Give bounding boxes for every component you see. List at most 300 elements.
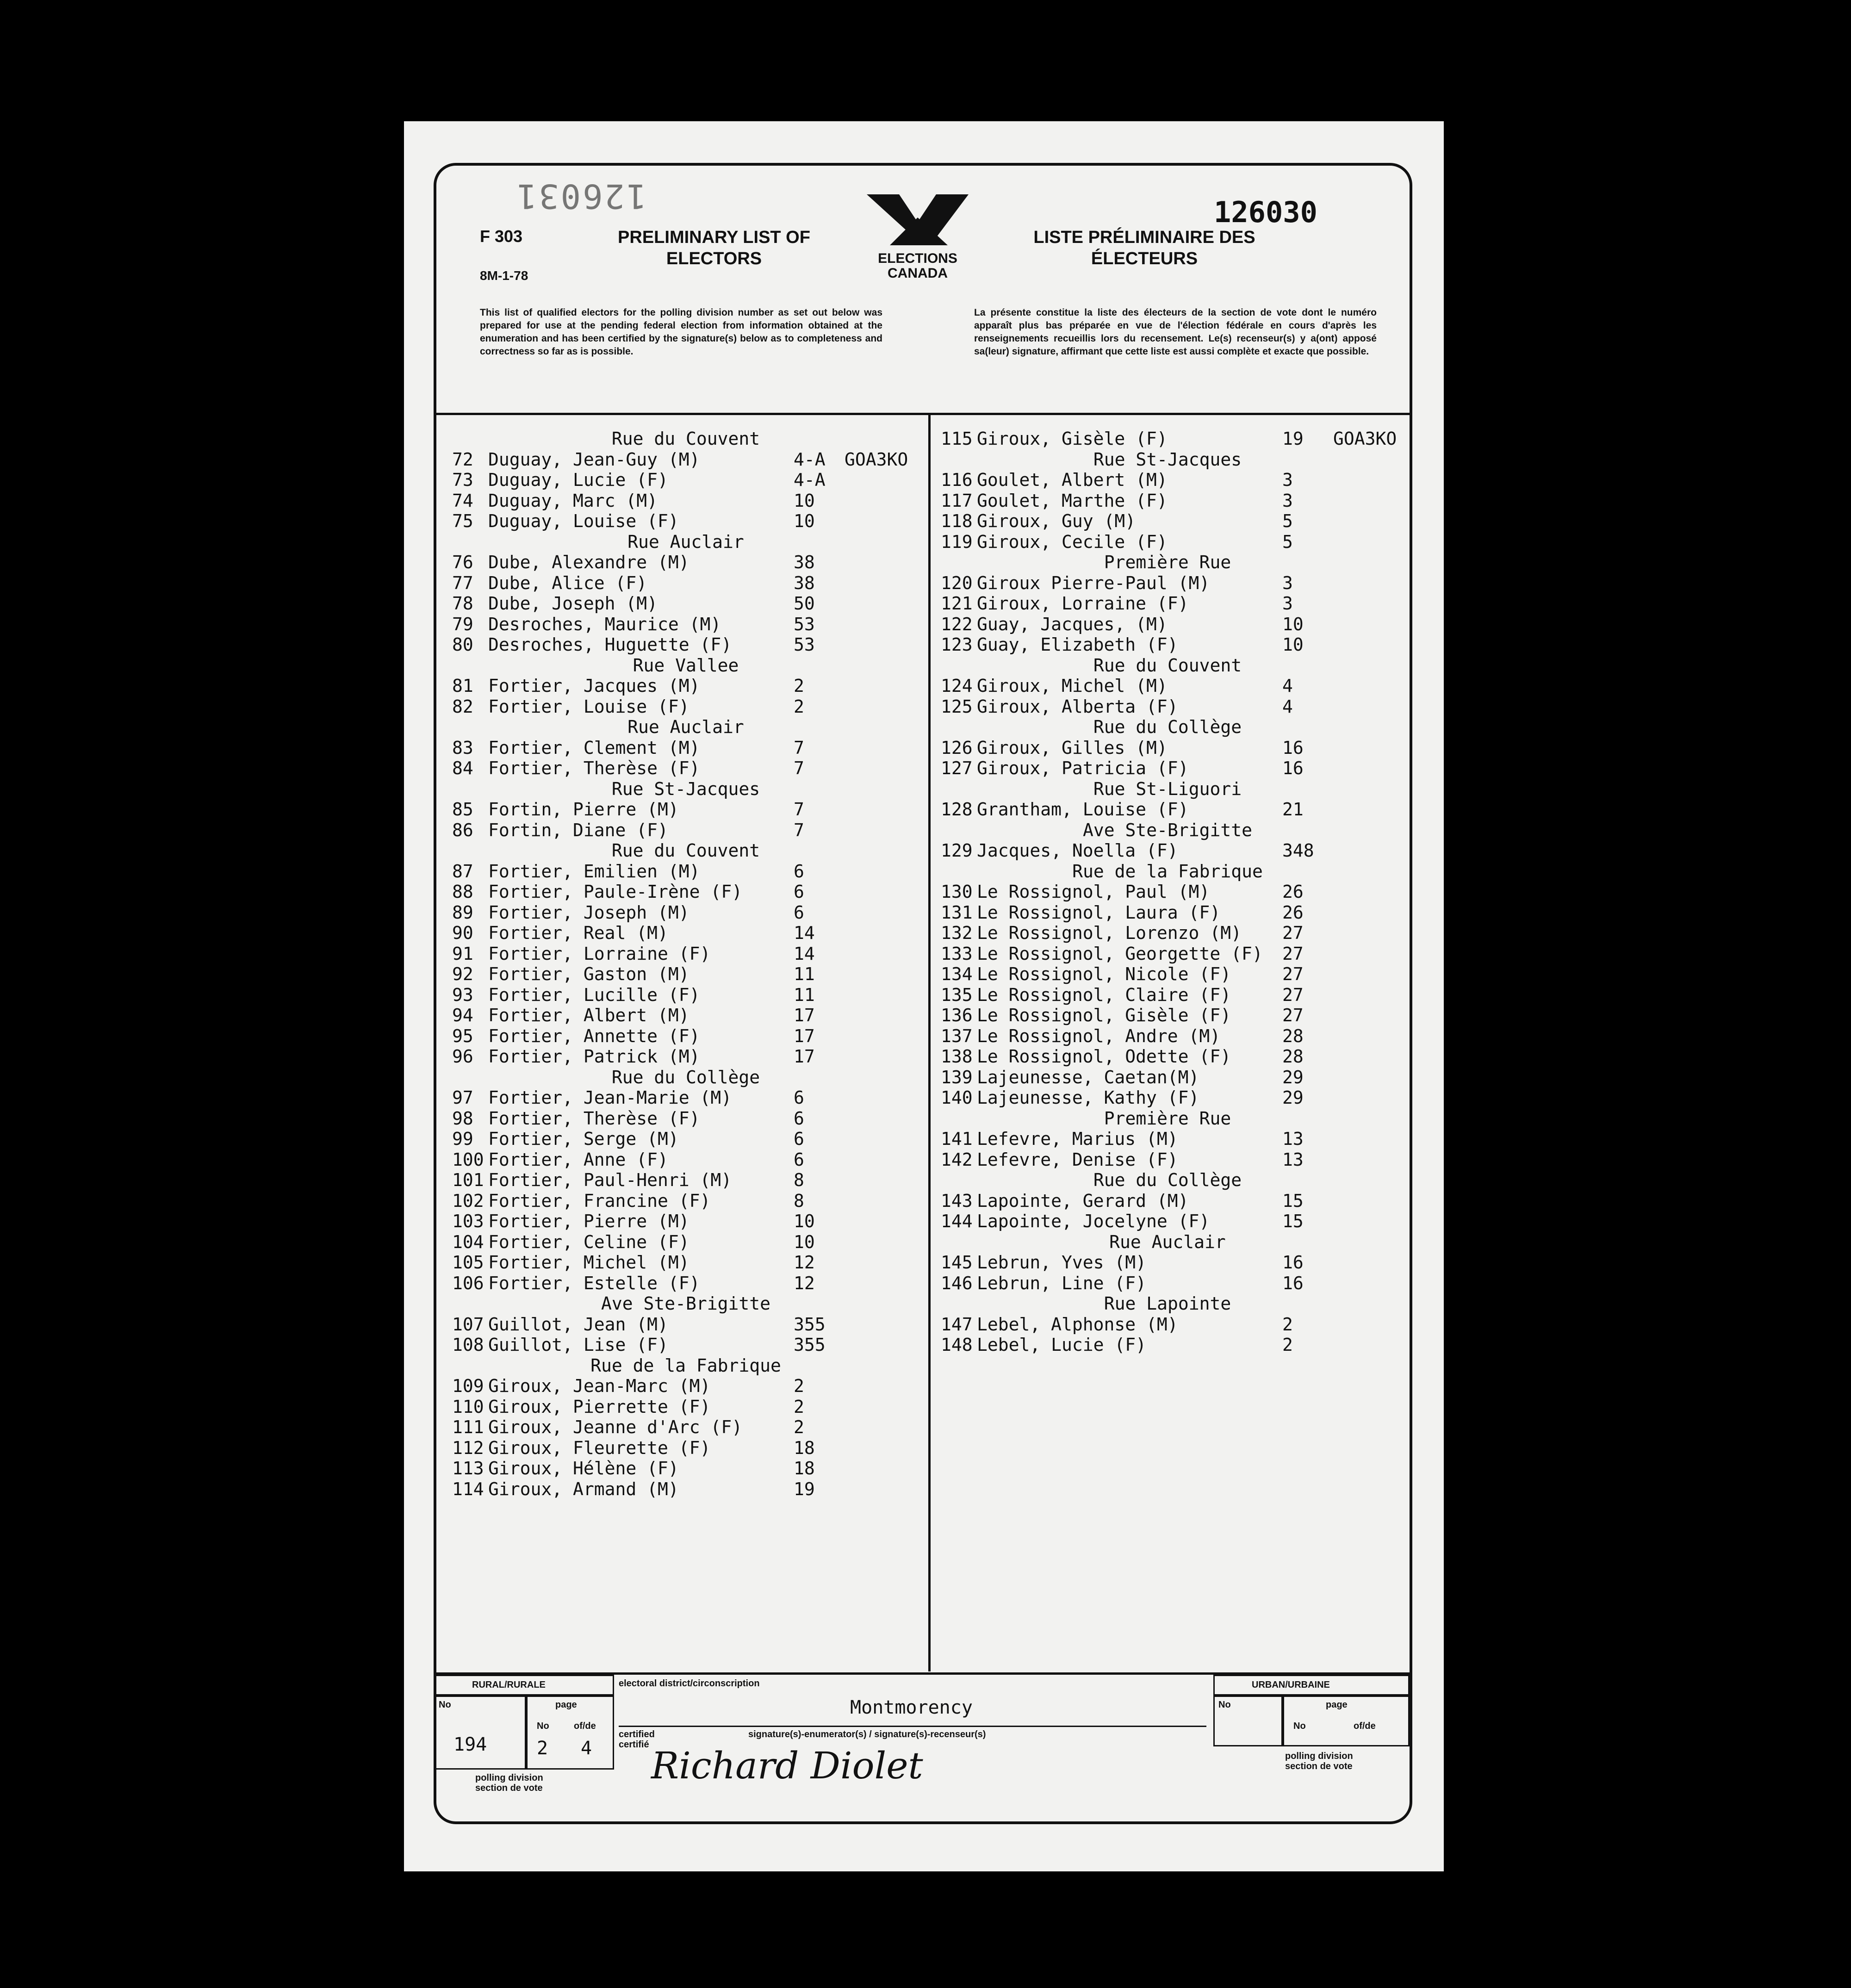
polling-division-label: polling division section de vote [475,1773,543,1793]
serial-number: 126030 [1214,195,1317,229]
page-no-label: No [537,1721,549,1731]
elector-number: 87 [452,861,473,882]
elector-name: Goulet, Marthe (F) [977,490,1168,511]
elector-entry [941,964,1394,985]
elector-entry [941,985,1394,1006]
elector-entry [452,676,919,696]
elector-number: 94 [452,1005,473,1025]
elector-address: 13 [1282,1149,1304,1170]
elector-number: 148 [941,1335,973,1355]
elector-address: 355 [794,1335,826,1355]
street-heading: Rue Lapointe [1104,1293,1231,1314]
elector-name: Fortier, Anne (F) [488,1149,668,1170]
elector-number: 76 [452,552,473,572]
elector-address: 7 [794,737,804,758]
elector-address: 16 [1282,758,1304,778]
elector-entry [941,491,1394,511]
elector-number: 139 [941,1067,973,1087]
street-heading: Rue du Collège [1093,1170,1242,1190]
street-heading: Rue du Collège [1093,717,1242,737]
postal-code: GOA3KO [1333,429,1397,449]
elector-entry [452,1046,919,1067]
elector-address: 11 [794,984,815,1005]
elector-name: Fortier, Joseph (M) [488,902,689,923]
street-heading: Rue St-Jacques [611,778,760,799]
elector-name: Le Rossignol, Gisèle (F) [977,1005,1231,1025]
elector-number: 134 [941,964,973,984]
elector-name: Fortier, Jacques (M) [488,676,700,696]
elector-number: 125 [941,696,973,717]
elector-address: 29 [1282,1087,1304,1108]
svg-text:CANADA: CANADA [888,266,948,281]
elector-entry [941,944,1394,964]
elector-number: 145 [941,1252,973,1273]
elector-address: 15 [1282,1190,1304,1211]
page-number: 2 [537,1738,548,1759]
elector-address: 12 [794,1252,815,1273]
elector-address: 3 [1282,490,1293,511]
elector-name: Le Rossignol, Georgette (F) [977,943,1263,964]
urban-label: URBAN/URBAINE [1252,1680,1330,1690]
elector-entry [941,1046,1394,1067]
elector-number: 89 [452,902,473,923]
elector-entry [452,985,919,1006]
elector-number: 133 [941,943,973,964]
elector-name: Fortier, Louise (F) [488,696,689,717]
elector-entry [452,552,919,573]
elector-name: Giroux, Hélène (F) [488,1458,679,1479]
elector-name: Fortier, Lucille (F) [488,984,700,1005]
elector-number: 110 [452,1396,484,1417]
elector-address: 7 [794,758,804,778]
elector-entry [452,696,919,717]
elector-number: 95 [452,1025,473,1046]
elector-address: 2 [1282,1314,1293,1335]
elector-address: 26 [1282,882,1304,902]
elector-number: 116 [941,470,973,490]
elector-address: 27 [1282,923,1304,943]
elector-number: 108 [452,1335,484,1355]
elector-address: 8 [794,1170,804,1190]
elector-number: 78 [452,593,473,614]
elector-name: Dube, Joseph (M) [488,593,658,614]
elector-name: Le Rossignol, Claire (F) [977,984,1231,1005]
elector-address: 11 [794,964,815,984]
signature-label: signature(s)-enumerator(s) / signature(s)-recenseur(s) [748,1729,986,1740]
title-french: LISTE PRÉLIMINAIRE DES ÉLECTEURS [1033,228,1255,268]
elector-name: Desroches, Huguette (F) [488,634,732,655]
elector-entry [941,1314,1394,1335]
elector-entry [452,511,919,532]
elector-address: 6 [794,1087,804,1108]
elector-entry [452,614,919,635]
elector-address: 18 [794,1458,815,1479]
elector-number: 147 [941,1314,973,1335]
elector-name: Le Rossignol, Nicole (F) [977,964,1231,984]
elector-address: 6 [794,882,804,902]
elector-number: 121 [941,593,973,614]
polling-number: 194 [453,1734,487,1755]
elector-name: Jacques, Noella (F) [977,840,1178,861]
elector-name: Duguay, Lucie (F) [488,470,668,490]
elector-address: 18 [794,1437,815,1458]
elector-number: 99 [452,1129,473,1149]
elector-entry [452,882,919,902]
elector-address: 28 [1282,1025,1304,1046]
elector-name: Le Rossignol, Paul (M) [977,882,1210,902]
elector-address: 5 [1282,511,1293,531]
elector-number: 137 [941,1025,973,1046]
elector-number: 122 [941,614,973,634]
elector-name: Fortier, Francine (F) [488,1190,711,1211]
elector-name: Guillot, Lise (F) [488,1335,668,1355]
elector-entry [941,758,1394,779]
street-heading: Rue du Collège [611,1067,760,1087]
elector-name: Giroux, Cecile (F) [977,531,1168,552]
elector-number: 85 [452,799,473,820]
elector-number: 114 [452,1479,484,1499]
elector-address: 6 [794,1108,804,1129]
enumerator-signature: Richard Diolet [651,1744,923,1787]
elector-address: 16 [1282,1252,1304,1273]
elector-name: Giroux, Patricia (F) [977,758,1189,778]
elector-address: 7 [794,799,804,820]
elector-address: 10 [1282,634,1304,655]
urban-page-no-label: No [1293,1721,1306,1731]
elector-entry [941,573,1394,594]
elector-entry [452,470,919,491]
elector-number: 90 [452,923,473,943]
elector-number: 91 [452,943,473,964]
elector-name: Giroux Pierre-Paul (M) [977,572,1210,593]
elector-name: Giroux, Jeanne d'Arc (F) [488,1417,743,1437]
elector-address: 5 [1282,531,1293,552]
elector-address: 4-A [794,470,826,490]
elector-address: 10 [794,511,815,531]
elector-number: 79 [452,614,473,634]
elector-list-right [941,429,1397,1355]
certified-label: certified certifié [619,1729,655,1750]
elector-entry [941,429,1397,449]
urban-polling-division-label: polling division section de vote [1285,1751,1353,1771]
elector-number: 107 [452,1314,484,1335]
elector-number: 75 [452,511,473,531]
elector-number: 113 [452,1458,484,1479]
header-divider [434,413,1412,415]
elector-name: Fortier, Serge (M) [488,1129,679,1149]
elector-entry [452,944,919,964]
elector-address: 21 [1282,799,1304,820]
elector-number: 141 [941,1129,973,1149]
elector-address: 53 [794,614,815,634]
elector-name: Duguay, Jean-Guy (M) [488,449,700,470]
elector-entry [452,799,919,820]
elector-entry [452,1005,919,1026]
street-heading: Rue St-Jacques [1093,449,1242,470]
elector-address: 8 [794,1190,804,1211]
elector-address: 10 [794,490,815,511]
elector-entry [452,1376,919,1397]
elector-name: Lajeunesse, Caetan(M) [977,1067,1199,1087]
urban-header-cell [1213,1675,1410,1696]
elector-number: 123 [941,634,973,655]
elector-address: 17 [794,1025,815,1046]
elector-entry [941,1252,1394,1273]
elector-entry [941,470,1394,491]
elector-entry [452,964,919,985]
elector-number: 72 [452,449,473,470]
elector-entry [452,902,919,923]
elector-number: 130 [941,882,973,902]
elector-address: 17 [794,1046,815,1067]
elector-name: Fortier, Paule-Irène (F) [488,882,743,902]
elector-name: Giroux, Pierrette (F) [488,1396,711,1417]
elector-entry [941,1211,1394,1232]
elector-entry [941,1129,1394,1149]
elector-entry [941,738,1394,758]
street-heading: Première Rue [1104,1108,1231,1129]
elector-entry [941,511,1394,532]
elector-entry [452,1149,919,1170]
elector-entry [452,1129,919,1149]
district-label: electoral district/circonscription [619,1678,760,1689]
street-heading: Rue Vallee [633,655,739,676]
svg-text:ELECTIONS: ELECTIONS [878,251,957,266]
elector-number: 100 [452,1149,484,1170]
elector-name: Fortier, Clement (M) [488,737,700,758]
elector-entry [452,1458,919,1479]
elector-address: 53 [794,634,815,655]
elector-address: 28 [1282,1046,1304,1067]
elector-address: 19 [794,1479,815,1499]
elector-number: 84 [452,758,473,778]
elector-name: Fortier, Michel (M) [488,1252,689,1273]
elector-name: Dube, Alexandre (M) [488,552,689,572]
urban-no-cell [1213,1696,1283,1746]
page-cell [526,1696,614,1770]
elector-name: Giroux, Guy (M) [977,511,1136,531]
street-heading: Première Rue [1104,552,1231,572]
elector-number: 98 [452,1108,473,1129]
elector-entry [941,1067,1394,1088]
elector-address: 6 [794,1149,804,1170]
elector-name: Giroux, Alberta (F) [977,696,1178,717]
elector-number: 77 [452,572,473,593]
elector-name: Lapointe, Jocelyne (F) [977,1211,1210,1231]
street-heading: Rue Auclair [627,717,744,737]
elector-name: Fortier, Annette (F) [488,1025,700,1046]
elector-name: Duguay, Louise (F) [488,511,679,531]
elector-entry [452,861,919,882]
elector-number: 142 [941,1149,973,1170]
elector-address: 10 [1282,614,1304,634]
elector-number: 73 [452,470,473,490]
elector-number: 101 [452,1170,484,1190]
elector-address: 27 [1282,984,1304,1005]
elector-entry [941,1273,1394,1294]
street-heading: Rue St-Liguori [1093,778,1242,799]
elector-name: Fortier, Jean-Marie (M) [488,1087,732,1108]
elector-number: 106 [452,1273,484,1293]
elector-name: Fortier, Albert (M) [488,1005,689,1025]
elector-name: Fortin, Diane (F) [488,820,668,840]
elector-address: 17 [794,1005,815,1025]
elector-list-left [452,429,919,1499]
elector-entry [452,923,919,944]
elector-address: 13 [1282,1129,1304,1149]
elector-name: Desroches, Maurice (M) [488,614,721,634]
elector-entry [452,758,919,779]
elector-address: 6 [794,1129,804,1149]
elector-name: Fortier, Pierre (M) [488,1211,689,1231]
elector-entry [452,1108,919,1129]
upside-down-serial: 126031 [515,177,647,216]
elector-address: 16 [1282,1273,1304,1293]
elector-entry [452,820,919,841]
electoral-list-sheet [404,121,1444,1871]
elector-entry [452,1335,919,1355]
elector-address: 29 [1282,1067,1304,1087]
elector-entry [941,614,1394,635]
elector-address: 4 [1282,696,1293,717]
title-english: PRELIMINARY LIST OF ELECTORS [618,228,810,268]
elector-number: 83 [452,737,473,758]
street-heading: Rue du Couvent [611,840,760,861]
elector-entry [941,1026,1394,1047]
elector-name: Giroux, Fleurette (F) [488,1437,711,1458]
elector-number: 109 [452,1376,484,1396]
elector-number: 128 [941,799,973,820]
elector-entry [452,1232,919,1253]
elector-name: Guay, Jacques, (M) [977,614,1168,634]
elector-address: 14 [794,923,815,943]
elector-entry [452,491,919,511]
elector-number: 127 [941,758,973,778]
street-heading: Rue Auclair [627,531,744,552]
elector-number: 111 [452,1417,484,1437]
elector-number: 86 [452,820,473,840]
elector-entry [452,449,919,470]
elector-name: Le Rossignol, Andre (M) [977,1025,1221,1046]
elector-entry [941,696,1394,717]
elector-address: 6 [794,861,804,882]
street-heading: Rue Auclair [1109,1231,1226,1252]
elector-address: 19 [1282,429,1304,449]
elector-entry [452,1191,919,1211]
elector-address: 355 [794,1314,826,1335]
elector-entry [941,1149,1394,1170]
elector-name: Fortier, Real (M) [488,923,668,943]
elector-address: 10 [794,1231,815,1252]
elector-name: Guillot, Jean (M) [488,1314,668,1335]
elector-name: Grantham, Louise (F) [977,799,1189,820]
elector-address: 2 [794,676,804,696]
elector-address: 6 [794,902,804,923]
elector-name: Fortier, Gaston (M) [488,964,689,984]
elector-number: 74 [452,490,473,511]
elector-number: 103 [452,1211,484,1231]
elector-name: Goulet, Albert (M) [977,470,1168,490]
elector-name: Duguay, Marc (M) [488,490,658,511]
elector-number: 88 [452,882,473,902]
elector-address: 27 [1282,1005,1304,1025]
elector-number: 96 [452,1046,473,1067]
elector-number: 120 [941,572,973,593]
elector-address: 2 [794,1396,804,1417]
street-heading: Rue du Couvent [611,429,760,449]
street-heading: Ave Ste-Brigitte [601,1293,771,1314]
elector-name: Fortier, Paul-Henri (M) [488,1170,732,1190]
elector-entry [941,799,1394,820]
elector-name: Dube, Alice (F) [488,572,647,593]
elector-number: 136 [941,1005,973,1025]
no-label: No [439,1700,451,1710]
elector-number: 118 [941,511,973,531]
polling-number-cell [434,1696,526,1770]
elector-name: Lebel, Alphonse (M) [977,1314,1178,1335]
page-label: page [555,1700,577,1710]
street-heading: Rue de la Fabrique [1072,861,1263,882]
elector-number: 102 [452,1190,484,1211]
elector-number: 129 [941,840,973,861]
elector-entry [941,1087,1394,1108]
elector-name: Le Rossignol, Odette (F) [977,1046,1231,1067]
elector-entry [452,1273,919,1294]
intro-english: This list of qualified electors for the polling division number as set out below was prepared for use at the pending federal election from information obtained at the enumeration and has been certified by the signature(s) below as to completeness and correctness so far as is possible. [480,307,882,357]
elector-entry [452,1479,919,1500]
elections-canada-logo [848,190,987,282]
elector-number: 131 [941,902,973,923]
elector-name: Fortier, Emilien (M) [488,861,700,882]
elector-number: 104 [452,1231,484,1252]
elector-address: 3 [1282,470,1293,490]
rural-header-cell [434,1675,614,1696]
elector-number: 81 [452,676,473,696]
elector-name: Fortier, Lorraine (F) [488,943,711,964]
elector-name: Fortier, Patrick (M) [488,1046,700,1067]
elector-address: 4-A [794,449,826,470]
elector-address: 2 [794,1376,804,1396]
elector-number: 138 [941,1046,973,1067]
street-heading: Ave Ste-Brigitte [1082,820,1253,840]
elector-name: Lebrun, Yves (M) [977,1252,1147,1273]
elector-entry [941,1335,1394,1355]
elector-name: Fortin, Pierre (M) [488,799,679,820]
of-label: of/de [574,1721,596,1731]
intro-french: La présente constitue la liste des électeurs de la section de vote dont le numéro apparaît plus bas préparée en vue de l'élection fédérale en cours d'après les renseignements recueillis lors du recensement. Le(s) recenseur(s) y a(ont) apposé sa(leur) signature, affirmant que cette liste est aussi complète et exacte que possible. [974,307,1377,357]
elector-entry [941,676,1394,696]
elector-entry [941,882,1394,902]
elector-address: 2 [794,696,804,717]
column-divider [928,413,931,1671]
elector-entry [452,1211,919,1232]
elector-entry [941,902,1394,923]
elector-name: Giroux, Lorraine (F) [977,593,1189,614]
elector-entry [452,1314,919,1335]
elector-entry [941,593,1394,614]
elector-number: 117 [941,490,973,511]
elector-entry [452,573,919,594]
elector-entry [941,923,1394,944]
elector-number: 126 [941,737,973,758]
elector-number: 93 [452,984,473,1005]
elector-name: Lajeunesse, Kathy (F) [977,1087,1199,1108]
elector-name: Lefevre, Marius (M) [977,1129,1178,1149]
elector-entry [452,1087,919,1108]
elector-number: 80 [452,634,473,655]
elector-entry [452,1417,919,1438]
elector-name: Lebrun, Line (F) [977,1273,1147,1293]
